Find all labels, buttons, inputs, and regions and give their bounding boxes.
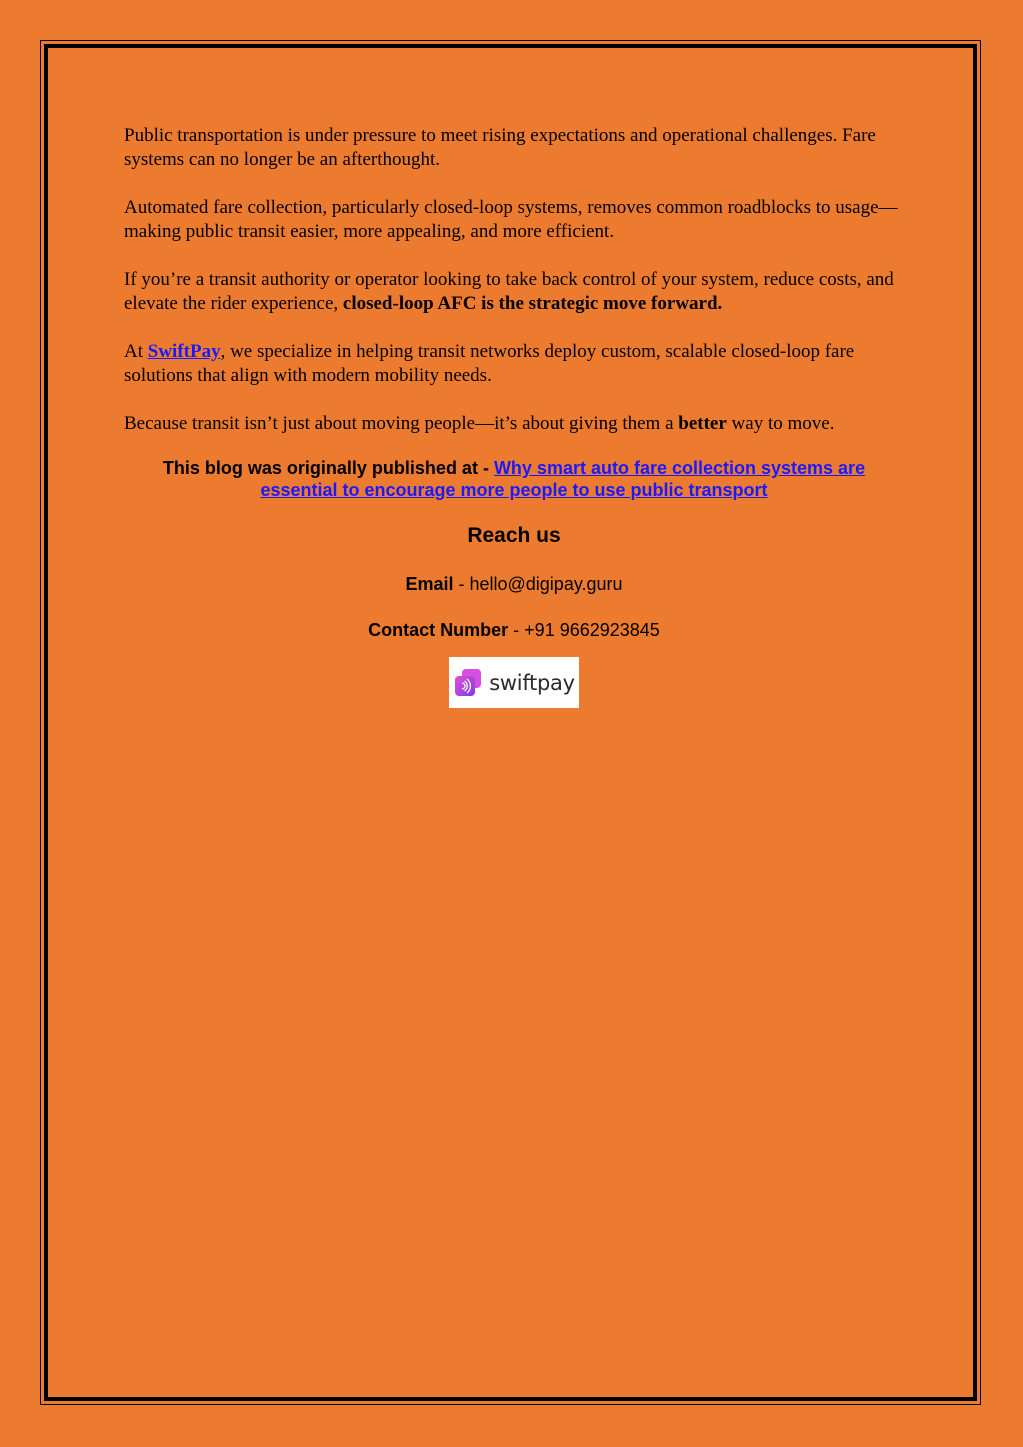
paragraph-swiftpay-prefix: At: [124, 341, 148, 362]
paragraph-intro: [124, 124, 904, 172]
paragraph-swiftpay: [124, 340, 904, 388]
phone-label: Contact Number: [368, 620, 509, 640]
phone-separator: -: [508, 620, 525, 640]
originally-published-note: [124, 457, 904, 501]
paragraph-afc: [124, 196, 904, 244]
paragraph-closing-suffix: way to move.: [726, 413, 835, 434]
swiftpay-logo-text: swiftpay: [489, 670, 575, 695]
phone-value: +91 9662923845: [524, 620, 660, 640]
phone-line: [124, 619, 904, 641]
original-article-link[interactable]: Why smart auto fare collection systems are essential to encourage more people to use public transport: [260, 458, 866, 500]
email-separator: -: [453, 574, 470, 594]
swiftpay-link[interactable]: SwiftPay: [147, 341, 221, 362]
paragraph-authority-bold: closed-loop AFC is the strategic move forward.: [342, 293, 723, 314]
email-line: [124, 573, 904, 595]
paragraph-authority: [124, 268, 904, 316]
paragraph-closing-prefix: Because transit isn’t just about moving people—it’s about giving them a: [124, 413, 679, 434]
document-body: [124, 124, 904, 708]
paragraph-afc-text: Automated fare collection, particularly closed-loop systems, removes common roadblocks to usage—making public transit easier, more appealing, and more efficient.: [124, 197, 898, 242]
paragraph-closing: [124, 412, 904, 436]
published-prefix: This blog was originally published at -: [162, 458, 494, 478]
email-value: hello@digipay.guru: [469, 574, 623, 594]
nfc-icon: [453, 668, 483, 698]
paragraph-intro-text: Public transportation is under pressure to meet rising expectations and operational challenges. Fare systems can no longer be an afterthought.: [124, 125, 876, 170]
paragraph-closing-bold: better: [678, 413, 727, 434]
email-label: Email: [405, 574, 454, 594]
swiftpay-logo: [449, 657, 579, 708]
paragraph-swiftpay-suffix: , we specialize in helping transit networks deploy custom, scalable closed-loop fare solutions that align with modern mobility needs.: [124, 341, 855, 386]
reach-us-heading: Reach us: [467, 524, 561, 547]
paragraph-authority-text: If you’re a transit authority or operator looking to take back control of your system, reduce costs, and elevate the rider experience,: [124, 269, 894, 314]
